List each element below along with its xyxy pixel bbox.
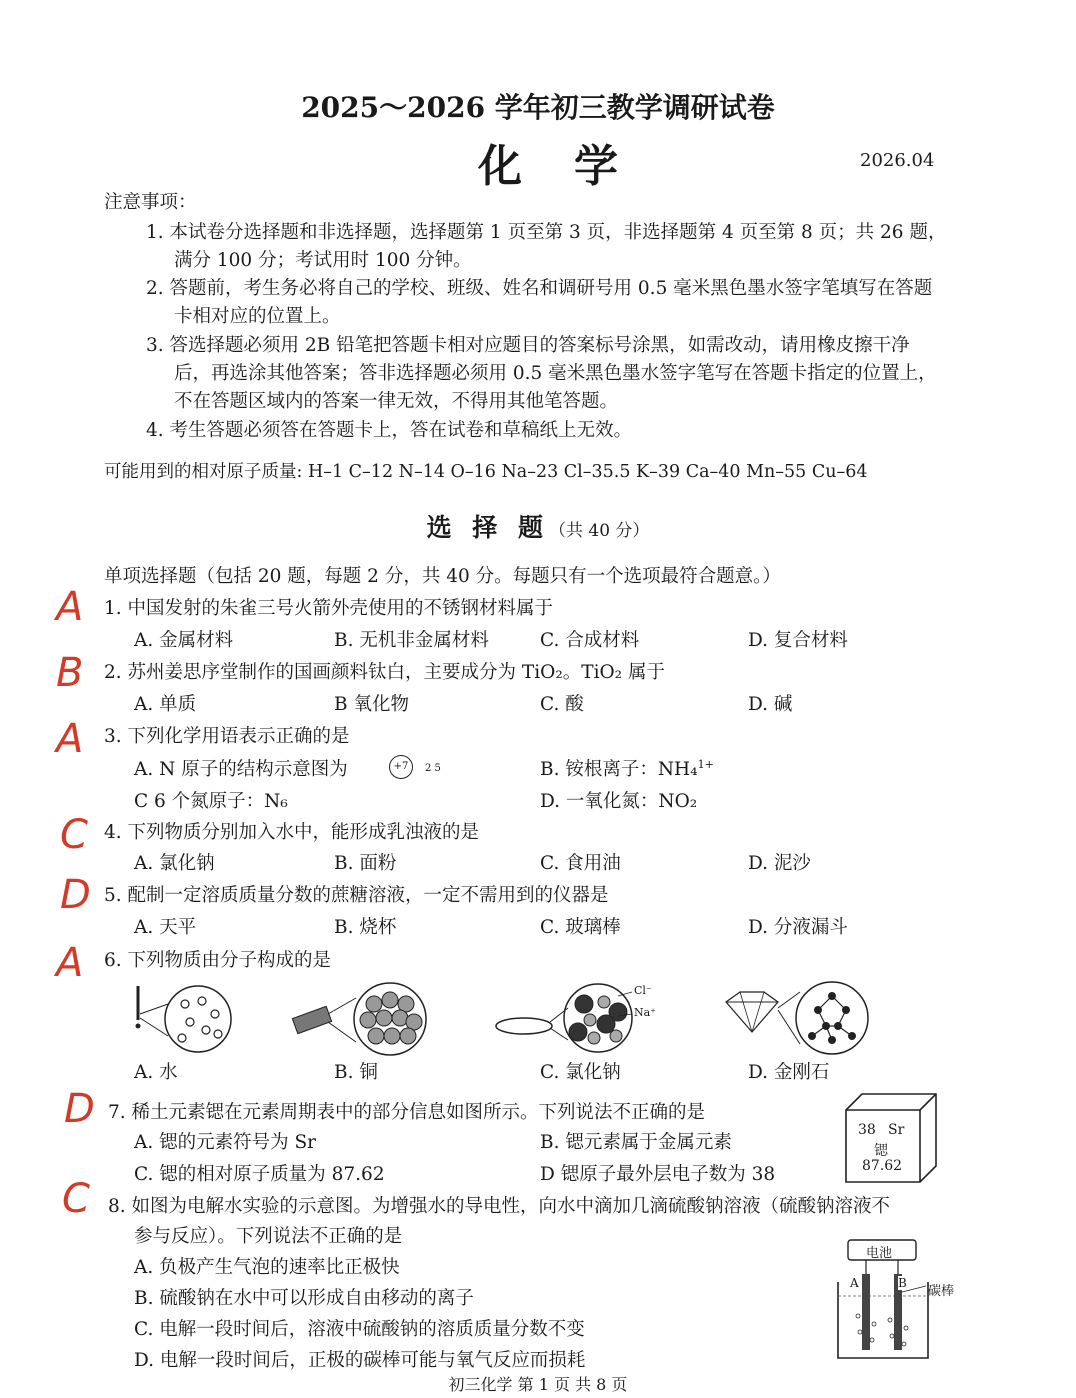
handwritten-answer-2: B (56, 650, 84, 696)
note-line: 不在答题区域内的答案一律无效，不得用其他笔答题。 (174, 391, 619, 412)
q6-stem: 6. 下列物质由分子构成的是 (104, 950, 332, 971)
q6-option-a: A. 水 (134, 1062, 178, 1083)
element-symbol: Sr (888, 1122, 905, 1138)
q4-option-c: C. 食用油 (540, 853, 621, 874)
q8-option-b: B. 硫酸钠在水中可以形成自由移动的离子 (134, 1288, 474, 1309)
subject-title: 化学 (478, 141, 670, 192)
notes-heading: 注意事项： (104, 192, 197, 213)
battery-label: 电池 (866, 1246, 893, 1261)
note-line: 后，再选涂其他答案；答非选择题必须用 0.5 毫米黑色墨水签字笔写在答题卡指定的位置上， (174, 363, 937, 384)
atom-electron-shells: 2 5 (425, 763, 441, 774)
atom-nucleus-diagram: +7 (389, 755, 413, 779)
q3-option-d: D. 一氧化氮：NO₂ (540, 791, 698, 812)
q2-stem: 2. 苏州姜思序堂制作的国画颜料钛白，主要成分为 TiO₂。TiO₂ 属于 (104, 662, 665, 683)
q7-stem: 7. 稀土元素锶在元素周期表中的部分信息如图所示。下列说法不正确的是 (108, 1102, 706, 1123)
q5-option-b: B. 烧杯 (334, 917, 397, 938)
ion-charge: 1+ (697, 757, 714, 771)
q5-option-c: C. 玻璃棒 (540, 917, 621, 938)
q7-option-c: C. 锶的相对原子质量为 87.62 (134, 1164, 385, 1185)
na-ion-label: Na⁺ (634, 1006, 656, 1019)
q5-option-d: D. 分液漏斗 (748, 917, 848, 938)
q5-option-a: A. 天平 (134, 917, 197, 938)
q1-stem: 1. 中国发射的朱雀三号火箭外壳使用的不锈钢材料属于 (104, 598, 554, 619)
note-line: 3. 答选择题必须用 2B 铅笔把答题卡相对应题目的答案标号涂黑，如需改动，请用橡皮擦干净 (146, 335, 910, 356)
handwritten-answer-3: A (56, 716, 84, 762)
q2-option-b: B 氧化物 (334, 694, 409, 715)
note-line: 满分 100 分；考试用时 100 分钟。 (174, 250, 472, 271)
section-title: 选 择 题（共 40 分） (426, 513, 650, 542)
q2-option-c: C. 酸 (540, 694, 584, 715)
q4-option-d: D. 泥沙 (748, 853, 811, 874)
element-atomic-number: 38 (858, 1122, 876, 1138)
diamond-structure-figure (722, 974, 872, 1054)
handwritten-answer-8: C (62, 1176, 90, 1222)
exam-date: 2026.04 (860, 150, 935, 171)
handwritten-answer-4: C (60, 812, 88, 858)
q7-option-b: B. 锶元素属于金属元素 (540, 1132, 732, 1153)
cl-ion-label: Cl⁻ (634, 984, 652, 997)
handwritten-answer-1: A (56, 584, 84, 630)
copper-atoms-figure (290, 974, 430, 1054)
note-line: 1. 本试卷分选择题和非选择题，选择题第 1 页至第 3 页，非选择题第 4 页至第 8 页；共 26 题， (146, 222, 947, 243)
element-atomic-mass: 87.62 (862, 1158, 903, 1174)
note-line: 卡相对应的位置上。 (174, 306, 341, 327)
q3-stem: 3. 下列化学用语表示正确的是 (104, 726, 350, 747)
atomic-mass-line: 可能用到的相对原子质量: H–1 C–12 N–14 O–16 Na–23 Cl–35.5 K–39 Ca–40 Mn–55 Cu–64 (104, 462, 868, 482)
q6-option-b: B. 铜 (334, 1062, 378, 1083)
handwritten-answer-6: A (56, 940, 84, 986)
q3-option-a: A. N 原子的结构示意图为 (134, 759, 348, 780)
q8-stem-continued: 参与反应）。下列说法不正确的是 (134, 1226, 403, 1247)
q4-option-a: A. 氯化钠 (134, 853, 215, 874)
q4-option-b: B. 面粉 (334, 853, 397, 874)
q8-option-d: D. 电解一段时间后，正极的碳棒可能与氧气反应而损耗 (134, 1350, 586, 1371)
electrode-a-label: A (850, 1276, 859, 1290)
q1-option-b: B. 无机非金属材料 (334, 630, 489, 651)
q7-option-d: D 锶原子最外层电子数为 38 (540, 1164, 776, 1185)
section-instructions: 单项选择题（包括 20 题，每题 2 分，共 40 分。每题只有一个选项最符合题意。） (104, 566, 781, 587)
q8-stem: 8. 如图为电解水实验的示意图。为增强水的导电性，向水中滴加几滴硫酸钠溶液（硫酸钠溶液不 (108, 1196, 891, 1217)
note-line: 4. 考生答题必须答在答题卡上，答在试卷和草稿纸上无效。 (146, 420, 633, 441)
q7-option-a: A. 锶的元素符号为 Sr (134, 1132, 317, 1153)
q8-option-a: A. 负极产生气泡的速率比正极快 (134, 1257, 400, 1278)
handwritten-answer-7: D (64, 1086, 95, 1132)
section-score: （共 40 分） (548, 521, 650, 541)
carbon-rod-label: 碳棒 (928, 1284, 955, 1299)
q2-option-d: D. 碱 (748, 694, 793, 715)
q6-option-d: D. 金刚石 (748, 1062, 830, 1083)
q3-option-c: C 6 个氮原子：N₆ (134, 791, 288, 812)
q4-stem: 4. 下列物质分别加入水中，能形成乳浊液的是 (104, 822, 480, 843)
handwritten-answer-5: D (60, 872, 91, 918)
note-line: 2. 答题前，考生务必将自己的学校、班级、姓名和调研号用 0.5 毫米黑色墨水签字笔填写在答题 (146, 278, 933, 299)
q5-stem: 5. 配制一定溶质质量分数的蔗糖溶液，一定不需用到的仪器是 (104, 885, 609, 906)
q3-option-b: B. 铵根离子：NH₄$^{1+}$ (540, 757, 714, 780)
exam-title: 2025～2026 学年初三教学调研试卷 (301, 91, 775, 124)
element-name: 锶 (874, 1143, 888, 1159)
q1-option-a: A. 金属材料 (134, 630, 234, 651)
q1-option-d: D. 复合材料 (748, 630, 848, 651)
electrode-b-label: B (898, 1276, 907, 1290)
q6-option-c: C. 氯化钠 (540, 1062, 621, 1083)
q1-option-c: C. 合成材料 (540, 630, 640, 651)
water-molecule-figure (130, 974, 230, 1054)
q2-option-a: A. 单质 (134, 694, 197, 715)
q8-option-c: C. 电解一段时间后，溶液中硫酸钠的溶质质量分数不变 (134, 1319, 585, 1340)
page-footer: 初三化学 第 1 页 共 8 页 (448, 1375, 628, 1394)
